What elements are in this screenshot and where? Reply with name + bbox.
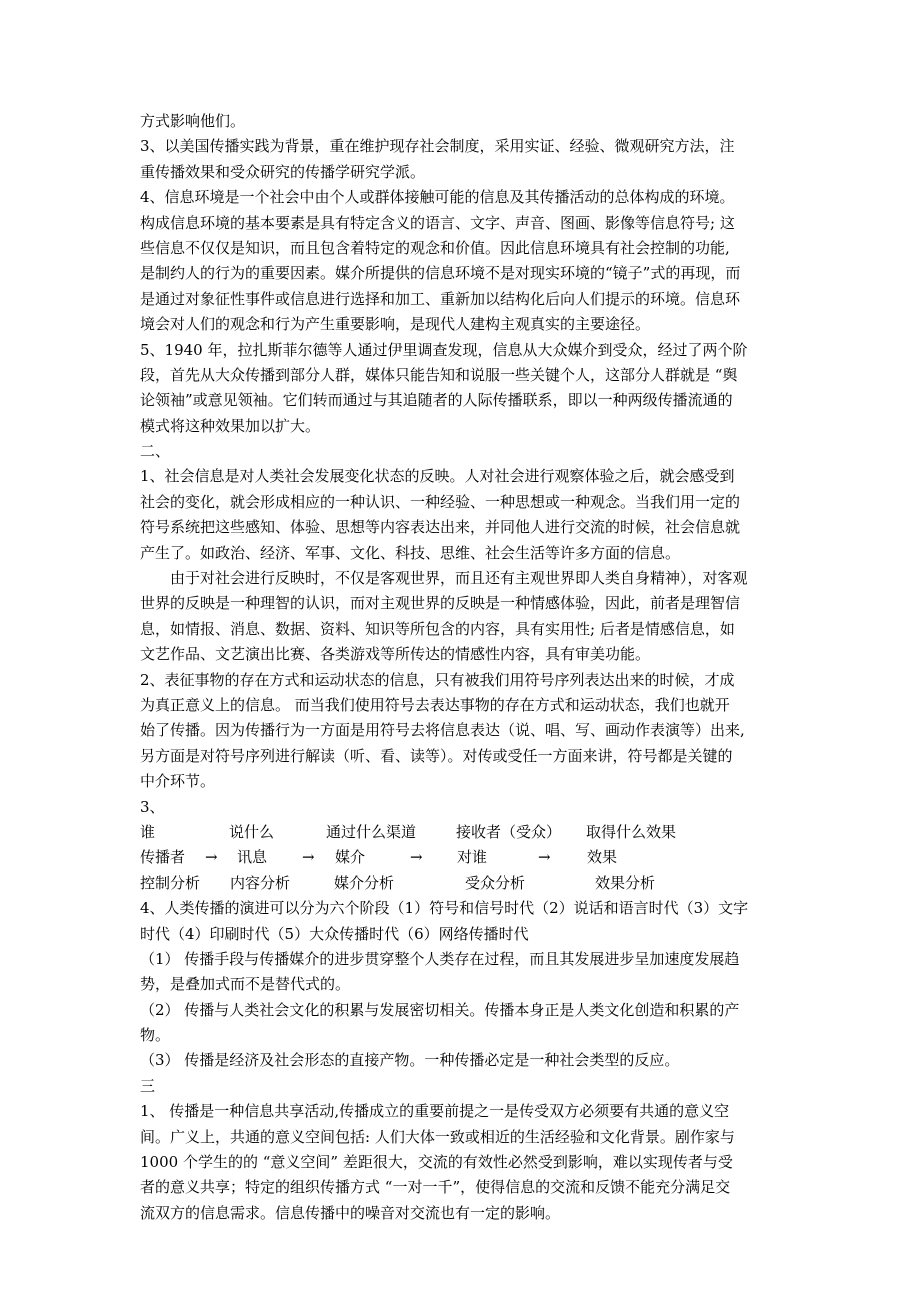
text-line: 境会对人们的观念和行为产生重要影响，是现代人建构主观真实的主要途径。 [140, 315, 651, 334]
arrow-icon: → [302, 848, 315, 867]
flow-cell: 说什么 [229, 822, 275, 841]
flow-cell: 对谁 [457, 848, 488, 867]
flow-cell: 控制分析 [140, 873, 201, 892]
text-line: 方式影响他们。 [140, 112, 246, 130]
text-line: 些信息不仅仅是知识，而且包含着特定的观念和价值。因此信息环境具有社会控制的功能, [140, 238, 730, 257]
text-line: 间。广义上，共通的意义空间包括: 人们大体一致或相近的生活经验和文化背景。剧作家与 [140, 1127, 735, 1146]
text-line: 2、表征事物的存在方式和运动状态的信息，只有被我们用符号序列表达出来的时候，才成 [140, 670, 735, 689]
section-heading: 三 [140, 1076, 156, 1095]
flow-cell: 谁 [140, 822, 156, 841]
flow-cell: 传播者 [140, 848, 186, 867]
text-line: 始了传播。因为传播行为一方面是用符号去将信息表达（说、唱、写、画动作表演等）出来, [140, 721, 745, 740]
text-line: 世界的反映是一种理智的认识，而对主观世界的反映是一种情感体验，因此，前者是理智信 [140, 594, 741, 613]
text-line: 是通过对象征性事件或信息进行选择和加工、重新加以结构化后向人们提示的环境。信息环 [140, 289, 741, 308]
text-line: 文艺作品、文艺演出比赛、各类游戏等所传达的情感性内容，具有审美功能。 [140, 645, 651, 664]
text-line: 3、 [140, 797, 165, 816]
text-line: 构成信息环境的基本要素是具有特定含义的语言、文字、声音、图画、影像等信息符号; 这 [140, 213, 735, 232]
flow-cell: 效果 [587, 848, 618, 867]
text-line: 1000 个学生的的 “意义空间” 差距很大，交流的有效性必然受到影响，难以实现传者与受 [140, 1153, 733, 1172]
flow-cell: 取得什么效果 [586, 822, 677, 841]
text-line: 产生了。如政治、经济、军事、文化、科技、思维、社会生活等许多方面的信息。 [140, 543, 681, 562]
text-line: 4、人类传播的演进可以分为六个阶段（1）符号和信号时代（2）说话和语言时代（3）文字 [140, 899, 749, 918]
text-line: 另方面是对符号序列进行解读（听、看、读等）。对传或受任一方面来讲，符号都是关键的 [140, 746, 733, 765]
text-line: 为真正意义上的信息。 而当我们使用符号去表达事物的存在方式和运动状态，我们也就开 [140, 695, 730, 714]
text-line: 是制约人的行为的重要因素。媒介所提供的信息环境不是对现实环境的“镜子”式的再现，而 [140, 264, 741, 283]
flow-cell: 接收者（受众） [456, 822, 562, 841]
flow-cell: 效果分析 [595, 873, 656, 892]
flow-row-questions [140, 820, 782, 845]
text-line: 社会的变化，就会形成相应的一种认识、一种经验、一种思想或一种观念。当我们用一定的 [140, 492, 741, 511]
text-line: 模式将这种效果加以扩大。 [140, 416, 321, 435]
flow-cell: 媒介分析 [334, 873, 395, 892]
text-line: 息，如情报、消息、数据、资料、知识等所包含的内容，具有实用性; 后者是情感信息，如 [140, 619, 735, 638]
document-body [140, 109, 782, 1226]
arrow-icon: → [410, 848, 423, 867]
text-line: 重传播效果和受众研究的传播学研究学派。 [140, 162, 426, 181]
text-line: 1、社会信息是对人类社会发展变化状态的反映。人对社会进行观察体验之后，就会感受到 [140, 467, 735, 486]
text-line: 3、以美国传播实践为背景，重在维护现存社会制度，采用实证、经验、微观研究方法，注 [140, 137, 735, 156]
text-line: 流双方的信息需求。信息传播中的噪音对交流也有一定的影响。 [140, 1203, 561, 1222]
text-line: 势，是叠加式而不是替代式的。 [140, 975, 351, 994]
flow-cell: 讯息 [237, 848, 268, 867]
flow-cell: 内容分析 [230, 873, 291, 892]
text-line: 4、信息环境是一个社会中由个人或群体接触可能的信息及其传播活动的总体构成的环境。 [140, 188, 735, 207]
text-line: 符号系统把这些感知、体验、思想等内容表达出来，并同他人进行交流的时候，社会信息就 [140, 518, 741, 537]
text-line: 由于对社会进行反映时，不仅是客观世界，而且还有主观世界即人类自身精神），对客观 [170, 569, 748, 588]
text-line: 物。 [140, 1026, 171, 1045]
section-heading: 二、 [140, 442, 171, 461]
text-line: 时代（4）印刷时代（5）大众传播时代（6）网络传播时代 [140, 924, 529, 943]
text-line: （2） 传播与人类社会文化的积累与发展密切相关。传播本身正是人类文化创造和积累的产 [140, 1000, 740, 1019]
flow-cell: 媒介 [335, 848, 366, 867]
flow-row-elements [140, 845, 782, 870]
text-line: （3） 传播是经济及社会形态的直接产物。一种传播必定是一种社会类型的反应。 [140, 1051, 680, 1070]
arrow-icon: → [538, 848, 551, 867]
flow-row-analysis [140, 871, 782, 896]
text-line: 1、 传播是一种信息共享活动,传播成立的重要前提之一是传受双方必须要有共通的意义空 [140, 1102, 730, 1121]
text-line: 段，首先从大众传播到部分人群，媒体只能告知和说服一些关键个人，这部分人群就是 “舆 [140, 365, 738, 384]
flow-cell: 通过什么渠道 [326, 822, 417, 841]
flow-cell: 受众分析 [465, 873, 526, 892]
arrow-icon: → [205, 848, 218, 867]
text-line: 论领袖”或意见领袖。它们转而通过与其追随者的人际传播联系，即以一种两级传播流通的 [140, 391, 733, 410]
text-line: 中介环节。 [140, 772, 216, 791]
text-line: 5、1940 年，拉扎斯菲尔德等人通过伊里调查发现，信息从大众媒介到受众，经过了两个阶 [140, 340, 748, 359]
text-line: 者的意义共享；特定的组织传播方式 “一对一千”，使得信息的交流和反馈不能充分满足交 [140, 1178, 731, 1197]
text-line: （1） 传播手段与传播媒介的进步贯穿整个人类存在过程，而且其发展进步呈加速度发展趋 [140, 949, 740, 968]
